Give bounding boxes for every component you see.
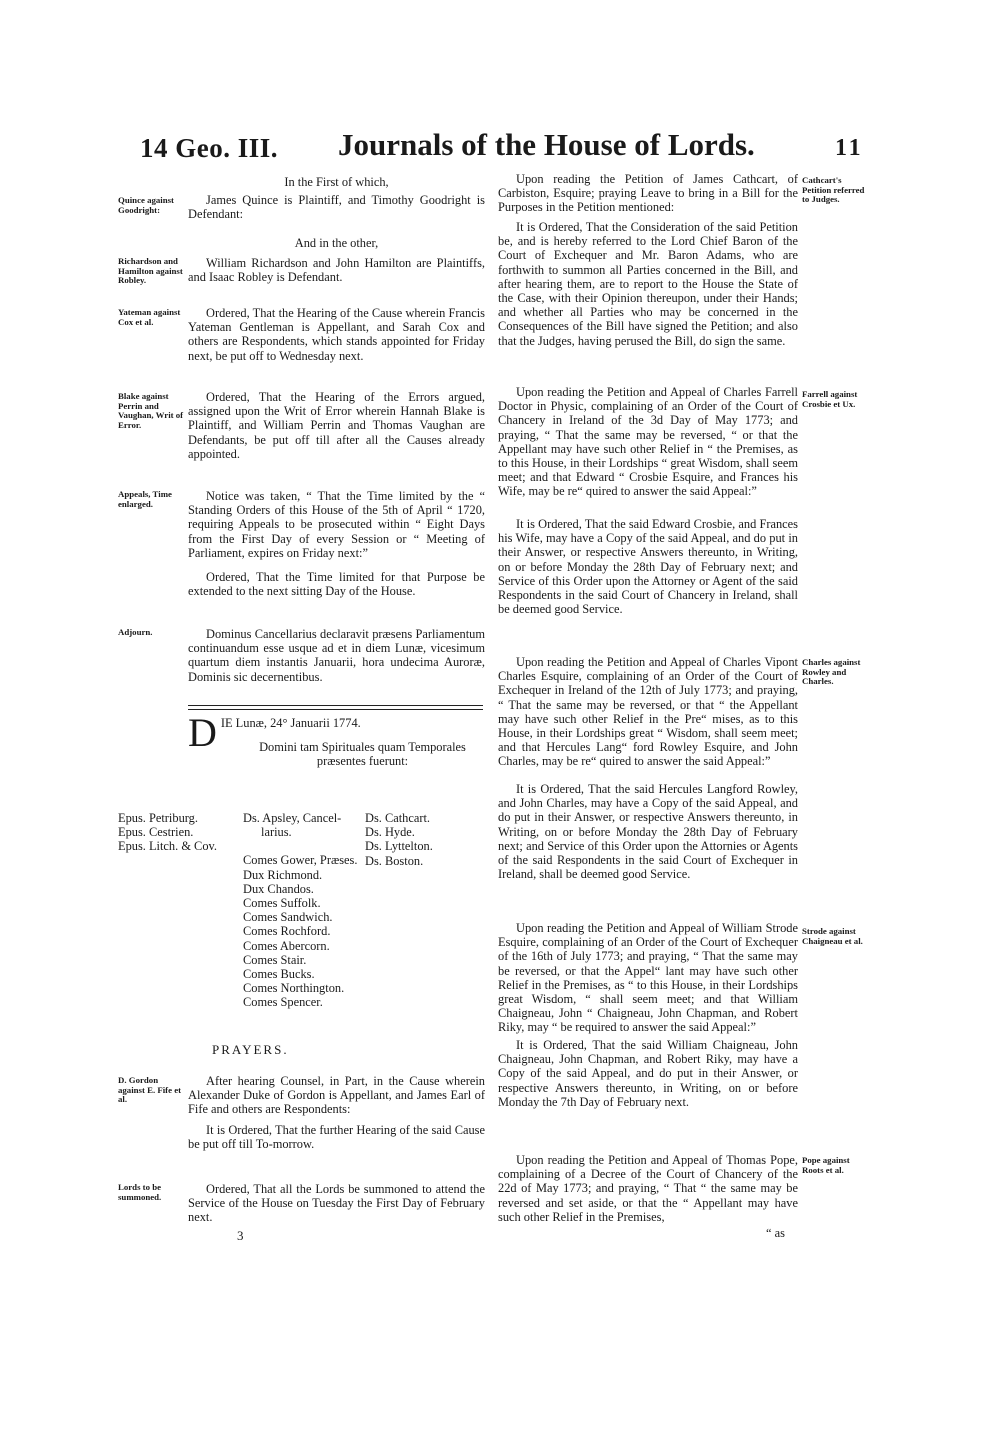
lord-entry: Comes Spencer. bbox=[243, 995, 323, 1010]
lord-entry: Ds. Cathcart. bbox=[365, 811, 431, 825]
section-rule-bottom bbox=[188, 709, 483, 710]
lord-entry: Comes Sandwich. bbox=[243, 910, 333, 925]
lord-entry: Comes Bucks. bbox=[243, 967, 315, 982]
lord-entry: Epus. Cestrien. bbox=[118, 825, 194, 840]
appeals-notice: Notice was taken, “ That the Time limited by the “ Standing Orders of this House of the 5th of April “ 1720, requiring Appeals to be prosecuted within “ Eight Days from the First Day of every Session or “ Meeting of Parliament, expires on Friday next:” bbox=[188, 489, 485, 560]
lords-barons-list bbox=[365, 811, 433, 868]
cathcart-petition: Upon reading the Petition of James Cathcart, of Carbiston, Esquire; praying Leave to bring in a Bill for the Purposes in the Petition mentioned: bbox=[498, 172, 798, 215]
margin-note: Pope against Roots et al. bbox=[802, 1155, 850, 1175]
richardson-paragraph: William Richardson and John Hamilton are Plaintiffs, and Isaac Robley is Defendant. bbox=[188, 256, 485, 285]
yateman-order: Ordered, That the Hearing of the Cause wherein Francis Yateman Gentleman is Appellant, and Sarah Cox and others are Respondents, which stands appointed for Friday next, be put off to Wednesday next. bbox=[188, 306, 485, 363]
lord-entry bbox=[243, 839, 357, 853]
charles-petition: Upon reading the Petition and Appeal of Charles Vipont Charles Esquire, complaining of an Order of the Court of Exchequer in Ireland of the 12th of July 1773; and praying, “ That the same may be reversed, or that “ the Appellant may have such other Relief in the Pre“ mises, as to this House, in their Lordships great “ Wisdom, shall seem meet; and that Hercules Lang“ ford Rowley Esquire, and John Charles, may be re“ quired to answer the said Appeal:” bbox=[498, 655, 798, 769]
margin-note: Charles against Rowley and Charles. bbox=[802, 657, 861, 687]
margin-note: D. Gordon against E. Fife et al. bbox=[118, 1075, 182, 1105]
lords-bishops-list bbox=[118, 811, 217, 854]
cathcart-order: It is Ordered, That the Consideration of the said Petition be, and is hereby referred to the Lord Chief Baron of the Court of Exchequer and Mr. Baron Adams, who are forthwith to summon all Parties concerned in the Bill, and after hearing them, are to report to the House the State of the Case, with their Opinion thereupon, under their Hands; and whether all Parties who may be concerned in the Consequences of the Bill have signed the Petition; and also that the Judges, having perused the Bill, do sign the same. bbox=[498, 220, 798, 348]
catchword: “ as bbox=[766, 1226, 785, 1240]
strode-order: It is Ordered, That the said William Chaigneau, John Chaigneau, John Chapman, and Robert Riky, may have a Copy of the said Appeal, and do put in their Answer, or respective Answers thereunto, in Writing, on or before Monday the 7th Day of February next. bbox=[498, 1038, 798, 1109]
gordon-paragraph: After hearing Counsel, in Part, in the Cause wherein Alexander Duke of Gordon is Appellant, and James Earl of Fife and others are Respondents: bbox=[188, 1074, 485, 1117]
lord-entry: Comes Suffolk. bbox=[243, 896, 321, 911]
lord-entry: Comes Stair. bbox=[243, 952, 307, 967]
sitting-date: DIE Lunæ, 24° Januarii 1774. bbox=[188, 710, 361, 755]
charles-order: It is Ordered, That the said Hercules Langford Rowley, and John Charles, may have a Copy of the said Appeal, and do put in their Answer, or respective Answers thereunto, in Writing, on or before Monday the 28th Day of February next; and Service of this Order upon the Attornies or Agents of the said Respondents in the said Court of Exchequer in Ireland, shall be deemed good Service. bbox=[498, 782, 798, 882]
farrell-petition: Upon reading the Petition and Appeal of Charles Farrell Doctor in Physic, complaining of an Order of the Court of Chancery in Ireland of the 3d Day of May 1773; and praying, “ That the same may be reversed, “ or that the Appellant may have such other Relief in “ the Premises, as to this House, in their Lordships “ great Wisdom, shall seem meet; and that Edward “ Crosbie Esquire, and Frances his Wife, may be re“ quired to answer the said Appeal:” bbox=[498, 385, 798, 499]
present-heading: Domini tam Spirituales quam Temporales præsentes fuerunt: bbox=[259, 740, 466, 769]
page-number: 11 bbox=[835, 135, 864, 161]
drop-capital: D bbox=[188, 710, 217, 755]
lord-entry: Comes Northington. bbox=[243, 981, 345, 996]
margin-note: Yateman against Cox et al. bbox=[118, 307, 181, 327]
regnal-year: 14 Geo. III. bbox=[140, 133, 279, 163]
lords-summoned-order: Ordered, That all the Lords be summoned to attend the Service of the House on Tuesday the First Day of February next. bbox=[188, 1182, 485, 1225]
adjournment-paragraph: Dominus Cancellarius declaravit præsens Parliamentum continuandum esse usque ad et in diem Lunæ, vicesimum quartum diem instantis Januarii, hora undecima Auroræ, Dominis sic decernentibus. bbox=[188, 627, 485, 684]
left-heading-first: In the First of which, bbox=[284, 175, 389, 189]
gordon-order: It is Ordered, That the further Hearing of the said Cause be put off till To-morrow. bbox=[188, 1123, 485, 1152]
prayers-heading: PRAYERS. bbox=[212, 1042, 289, 1057]
margin-note: Lords to be summoned. bbox=[118, 1182, 162, 1202]
journal-title: Journals of the House of Lords. bbox=[338, 127, 755, 162]
lord-entry: Ds. Boston. bbox=[365, 853, 424, 868]
lord-entry: Dux Chandos. bbox=[243, 881, 314, 896]
lord-entry: Comes Abercorn. bbox=[243, 938, 330, 953]
margin-note: Adjourn. bbox=[118, 627, 153, 637]
signature-mark: 3 bbox=[237, 1228, 244, 1243]
margin-note: Farrell against Crosbie et Ux. bbox=[802, 389, 858, 409]
time-extended-order: Ordered, That the Time limited for that Purpose be extended to the next sitting Day of the House. bbox=[188, 570, 485, 599]
lord-entry: Ds. Hyde. bbox=[365, 825, 415, 840]
lord-entry: Epus. Petriburg. bbox=[118, 811, 198, 825]
lord-entry: larius. bbox=[261, 825, 292, 840]
margin-note: Richardson and Hamilton against Robley. bbox=[118, 256, 183, 286]
left-heading-other: And in the other, bbox=[294, 236, 379, 250]
margin-note: Blake against Perrin and Vaughan, Writ of Error. bbox=[118, 391, 184, 430]
lords-temporal-list bbox=[243, 811, 357, 1010]
strode-petition: Upon reading the Petition and Appeal of William Strode Esquire, complaining of an Order of the Court of Exchequer of the 16th of July 1773; and praying, “ That the same may be reversed, or that the Appel“ lant may have such other Relief in the Premises, as “ to this House, in their Lordships great Wisdom, “ shall seem meet; and that William Chaigneau, John “ Chaigneau, John Chapman, and Robert Riky, may “ be required to answer the said Appeal:” bbox=[498, 921, 798, 1035]
lord-entry: Comes Gower, Præses. bbox=[243, 853, 358, 868]
margin-note: Strode against Chaigneau et al. bbox=[802, 926, 863, 946]
margin-note: Appeals, Time enlarged. bbox=[118, 489, 172, 509]
pope-petition: Upon reading the Petition and Appeal of Thomas Pope, complaining of a Decree of the Court of Chancery of the 22d of May 1773; and praying, “ That “ the same may be reversed and set aside, or that the “ Appellant may have such other Relief in the Premises, bbox=[498, 1153, 798, 1224]
blake-order: Ordered, That the Hearing of the Errors argued, assigned upon the Writ of Error wherein Hannah Blake is Plaintiff, and William Perrin and Thomas Vaughan are Defendants, be put off till after all the Causes already appointed. bbox=[188, 390, 485, 461]
lord-entry: Ds. Apsley, Cancel- bbox=[243, 811, 342, 825]
lord-entry: Ds. Lyttelton. bbox=[365, 839, 433, 854]
lord-entry: Epus. Litch. & Cov. bbox=[118, 839, 218, 854]
section-rule-top bbox=[188, 705, 483, 706]
lord-entry: Comes Rochford. bbox=[243, 924, 331, 939]
margin-note: Quince against Goodright: bbox=[118, 195, 174, 215]
quince-paragraph: James Quince is Plaintiff, and Timothy Goodright is Defendant: bbox=[188, 193, 485, 222]
lord-entry: Dux Richmond. bbox=[243, 867, 323, 882]
farrell-order: It is Ordered, That the said Edward Crosbie, and Frances his Wife, may have a Copy of the said Appeal, and do put in their Answer, or respective Answers thereunto, in Writing, on or before Monday the 28th Day of February next; and Service of this Order upon the Attorney or Agent of the said Respondents in the said Court of Chancery in Ireland, shall be deemed good Service. bbox=[498, 517, 798, 617]
margin-note: Cathcart's Petition referred to Judges. bbox=[802, 175, 865, 205]
